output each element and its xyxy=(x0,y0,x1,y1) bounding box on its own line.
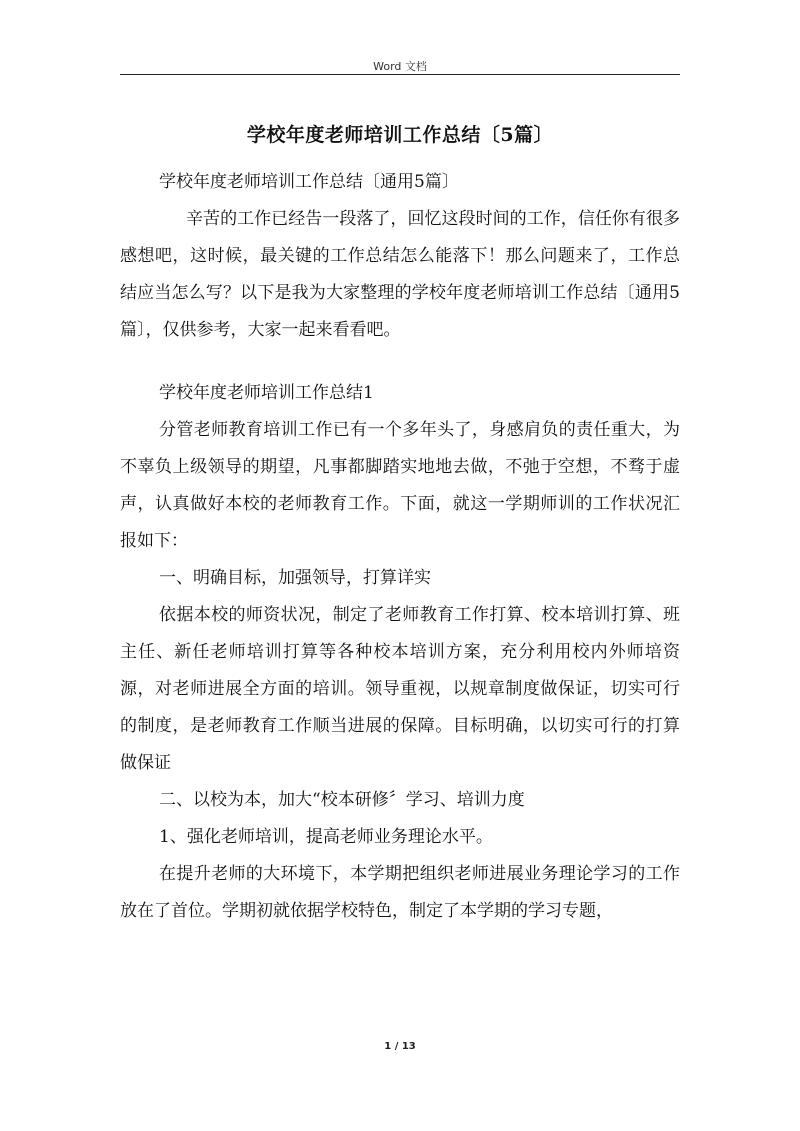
header-label: Word 文档 xyxy=(373,60,427,73)
heading-3: 1、强化老师培训，提高老师业务理论水平。 xyxy=(159,827,493,847)
heading-2: 二、以校为本，加大“校本研修〞学习、培训力度 xyxy=(159,790,525,810)
document-subtitle: 学校年度老师培训工作总结〔通用5篇〕 xyxy=(159,172,459,192)
body-paragraph-3: 在提升老师的大环境下，本学期把组织老师进展业务理论学习的工作放在了首位。学期初就依据学校特色，制定了本学期的学习专题， xyxy=(120,864,680,921)
header-divider xyxy=(120,74,680,75)
page-number: 1 / 13 xyxy=(384,1041,416,1052)
heading-1: 一、明确目标，加强领导，打算详实 xyxy=(159,568,431,588)
intro-paragraph: 辛苦的工作已经告一段落了，回忆这段时间的工作，信任你有很多感想吧，这时候，最关键的工作总结怎么能落下！那么问题来了，工作总结应当怎么写？以下是我为大家整理的学校年度老师培训工作总结〔通用5篇〕，仅供参考，大家一起来看看吧。 xyxy=(120,209,680,340)
section-heading: 学校年度老师培训工作总结1 xyxy=(159,383,374,403)
document-body xyxy=(120,164,680,930)
document-title: 学校年度老师培训工作总结〔5篇〕 xyxy=(246,124,554,146)
body-paragraph-2: 依据本校的师资状况，制定了老师教育工作打算、校本培训打算、班主任、新任老师培训打算等各种校本培训方案，充分利用校内外师培资源，对老师进展全方面的培训。领导重视，以规章制度做保证，切实可行的制度，是老师教育工作顺当进展的保障。目标明确，以切实可行的打算做保证 xyxy=(120,605,680,773)
body-paragraph-1: 分管老师教育培训工作已有一个多年头了，身感肩负的责任重大，为不辜负上级领导的期望，凡事都脚踏实地地去做，不弛于空想，不骛于虚声，认真做好本校的老师教育工作。下面，就这一学期师训的工作状况汇报如下： xyxy=(120,420,680,551)
paragraph-gap xyxy=(120,349,680,375)
